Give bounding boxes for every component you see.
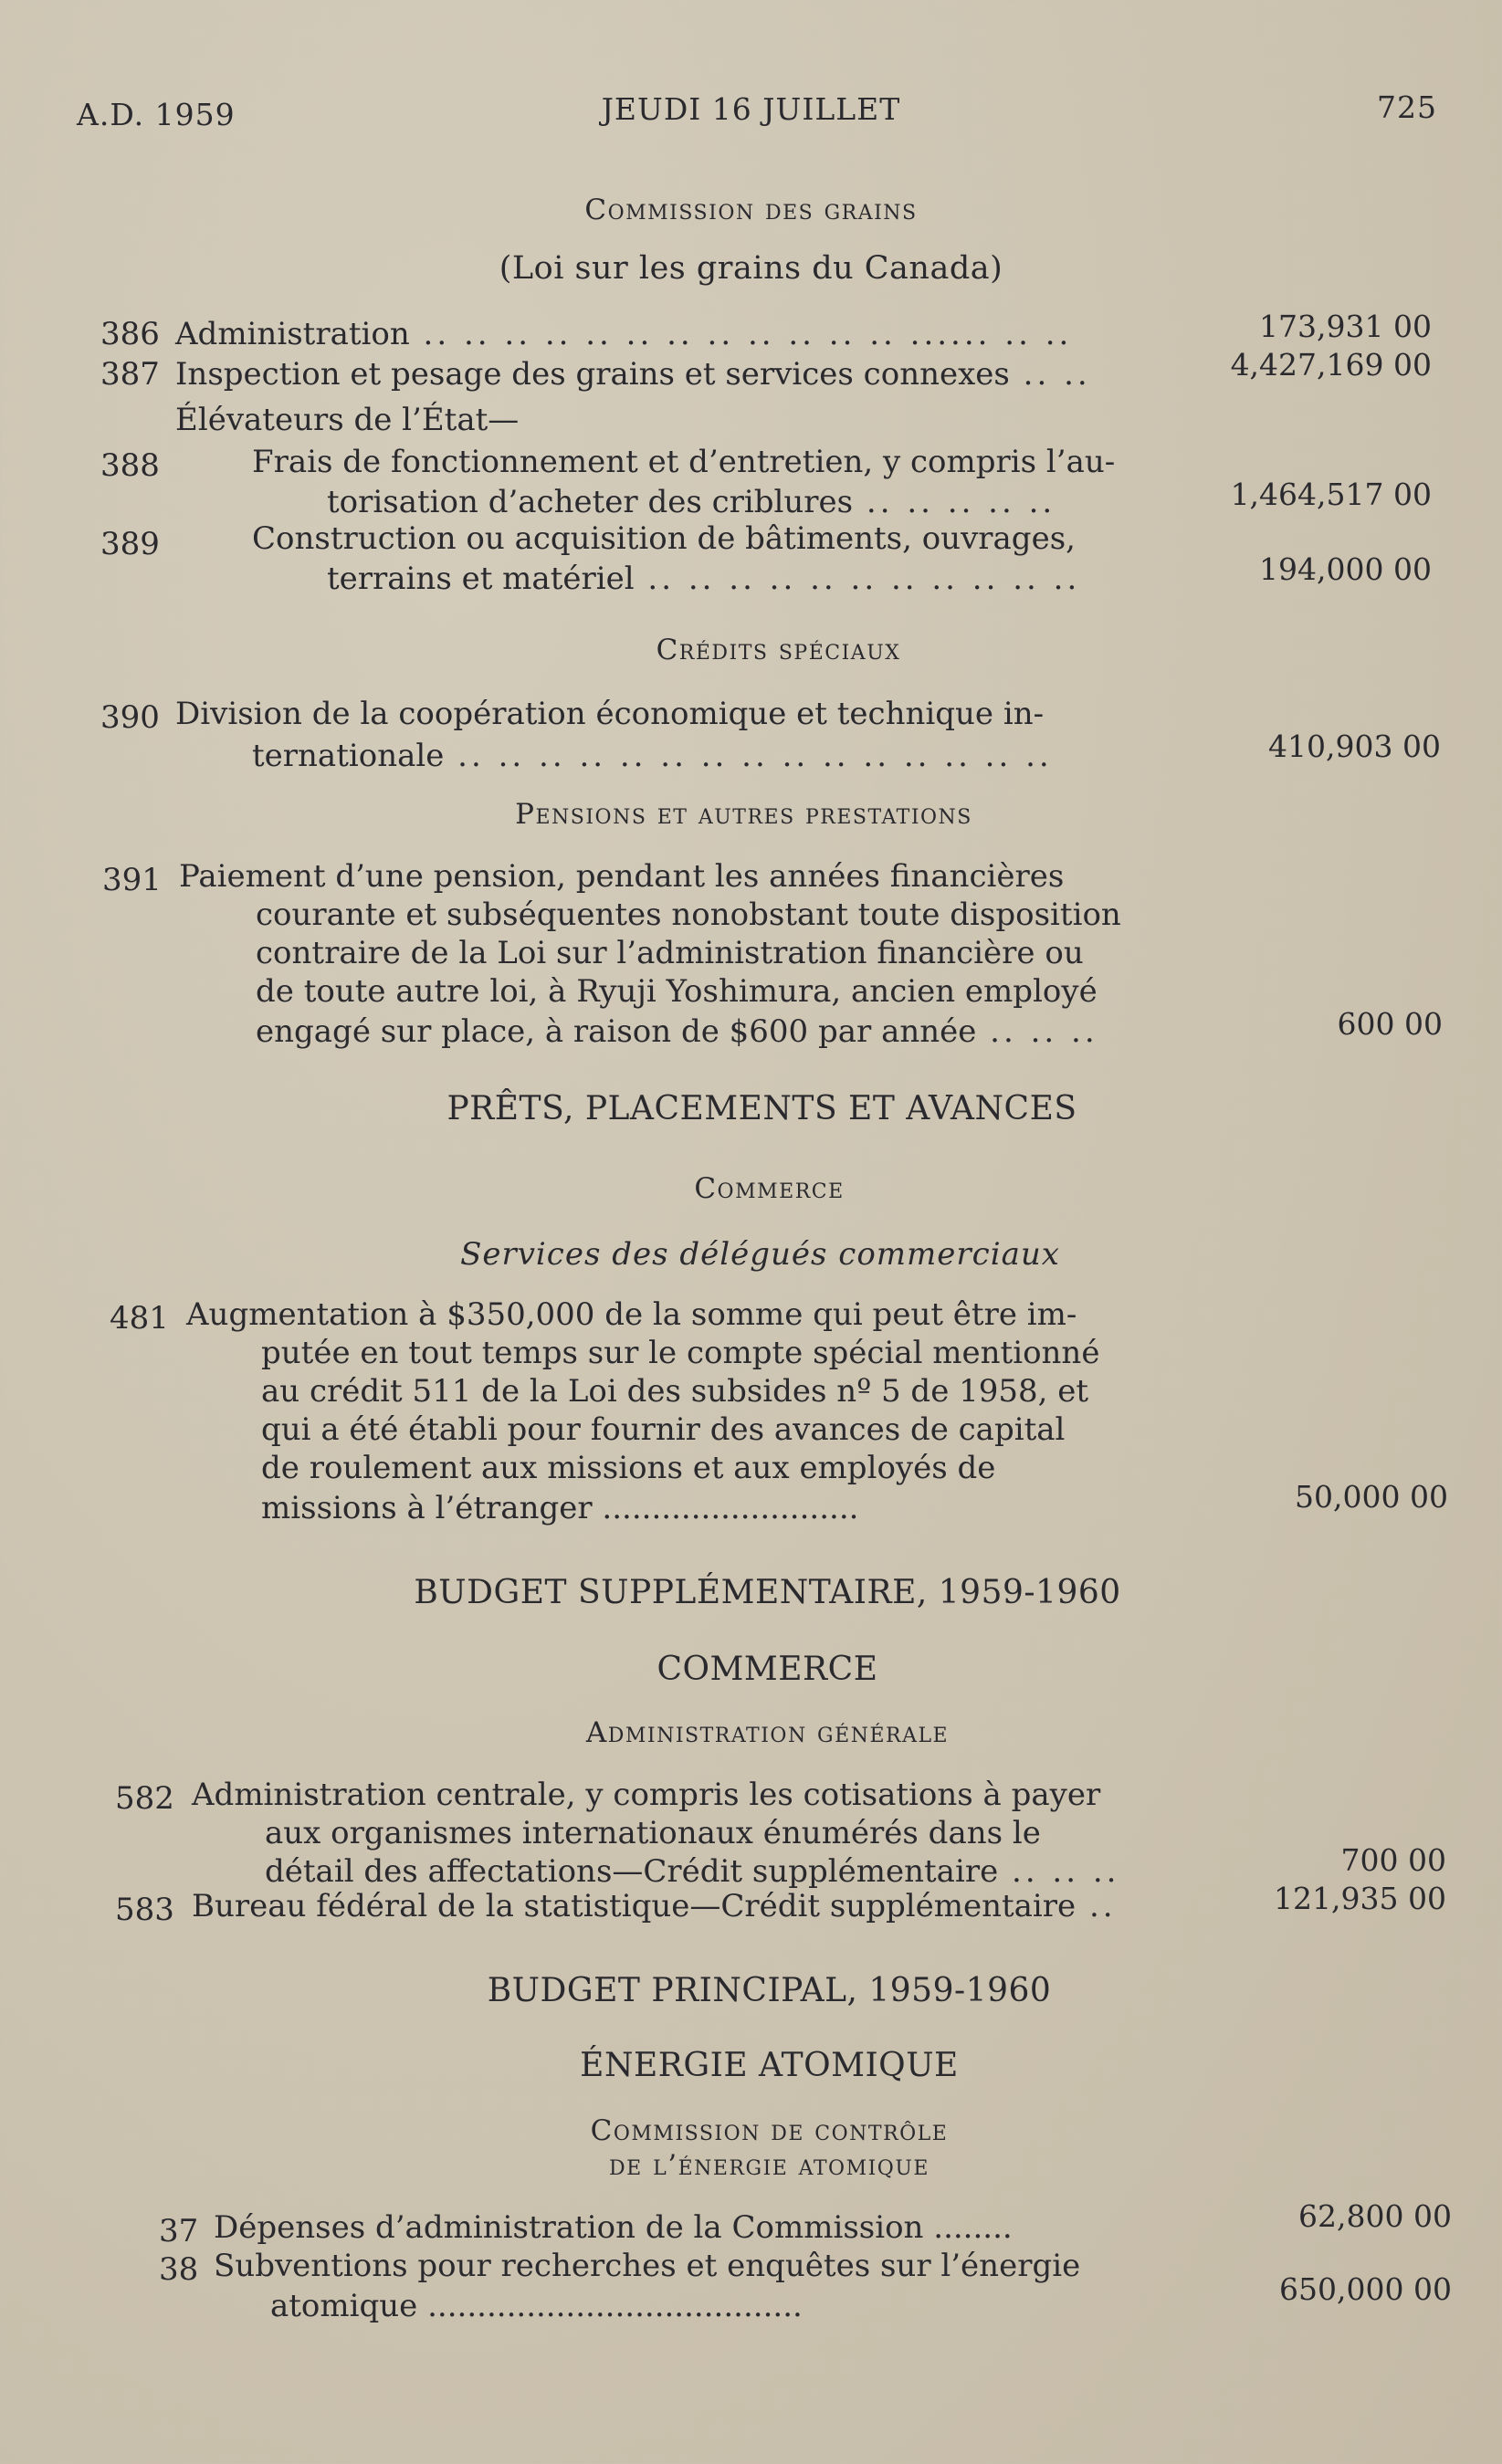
item-text: Division de la coopération économique et technique in- bbox=[175, 696, 1045, 732]
dot-leader: .. bbox=[1076, 1888, 1117, 1924]
item-number: 387 bbox=[100, 356, 160, 393]
item-text-cont: courante et subséquentes nonobstant toute disposition bbox=[256, 896, 1121, 933]
dot-leader: ........ bbox=[923, 2209, 1013, 2246]
item-number: 38 bbox=[159, 2251, 199, 2288]
item-text-cont: missions à l’étranger bbox=[261, 1490, 593, 1526]
dot-leader: .. .. bbox=[1009, 356, 1091, 393]
item-text-cont: terrains et matériel bbox=[327, 561, 635, 597]
item-number: 481 bbox=[110, 1300, 169, 1337]
section-subtitle-energie-atomique: ÉNERGIE ATOMIQUE bbox=[580, 2047, 959, 2084]
item-text-cont: de roulement aux missions et aux employés de bbox=[261, 1450, 996, 1486]
item-amount: 50,000 00 bbox=[1295, 1479, 1448, 1515]
item-text-cont: aux organismes internationaux énumérés dans le bbox=[265, 1815, 1041, 1851]
dot-leader: .. .. .. .. .. bbox=[853, 484, 1056, 520]
section-title-prets: PRÊTS, PLACEMENTS ET AVANCES bbox=[446, 1090, 1077, 1127]
item-text: Administration bbox=[175, 316, 410, 352]
item-text-cont: engagé sur place, à raison de $600 par année bbox=[256, 1013, 977, 1050]
section-title-credits-speciaux: Crédits spéciaux bbox=[656, 634, 901, 666]
section-italic-delegues: Services des délégués commerciaux bbox=[460, 1236, 1060, 1273]
item-text: Construction ou acquisition de bâtiments, ouvrages, bbox=[252, 520, 1076, 557]
item-text: Frais de fonctionnement et d’entretien, y compris l’au- bbox=[252, 444, 1116, 480]
item-amount: 700 00 bbox=[1340, 1842, 1446, 1878]
item-number: 391 bbox=[102, 862, 162, 898]
item-text: Administration centrale, y compris les cotisations à payer bbox=[192, 1777, 1101, 1813]
section-title-pensions: Pensions et autres prestations bbox=[515, 798, 972, 831]
item-amount: 173,931 00 bbox=[1259, 309, 1432, 344]
item-amount: 1,464,517 00 bbox=[1230, 477, 1432, 512]
section-subtitle-commerce: Commerce bbox=[694, 1172, 845, 1205]
item-number: 386 bbox=[100, 316, 160, 352]
item-text: Paiement d’une pension, pendant les années financières bbox=[179, 858, 1065, 895]
elevators-heading: Élévateurs de l’État— bbox=[175, 402, 520, 438]
item-text-cont: atomique bbox=[270, 2288, 418, 2324]
item-text-cont: détail des affectations—Crédit supplémentaire bbox=[265, 1853, 999, 1890]
section-subtitle-commission-controle: Commission de contrôle bbox=[590, 2114, 949, 2147]
item-amount: 650,000 00 bbox=[1279, 2271, 1452, 2307]
item-number: 390 bbox=[100, 699, 160, 736]
item-amount: 62,800 00 bbox=[1298, 2198, 1452, 2234]
item-number: 388 bbox=[100, 447, 160, 484]
item-text: Bureau fédéral de la statistique—Crédit supplémentaire bbox=[192, 1888, 1077, 1924]
item-text-cont: torisation d’acheter des criblures bbox=[327, 484, 854, 520]
item-amount: 121,935 00 bbox=[1274, 1881, 1446, 1916]
dot-leader: .. .. .. .. .. .. .. .. .. .. .. bbox=[634, 561, 1081, 597]
item-text-cont: au crédit 511 de la Loi des subsides nº 5 de 1958, et bbox=[261, 1373, 1089, 1410]
item-number: 582 bbox=[115, 1780, 174, 1817]
dot-leader: .. .. .. .. .. .. .. .. .. .. .. .. .. .. .. bbox=[444, 738, 1053, 774]
section-title-budget-principal: BUDGET PRINCIPAL, 1959-1960 bbox=[487, 1972, 1052, 2009]
item-number: 583 bbox=[115, 1892, 174, 1928]
item-amount: 600 00 bbox=[1337, 1006, 1443, 1042]
item-text: Augmentation à $350,000 de la somme qui peut être im- bbox=[186, 1296, 1077, 1333]
item-number: 37 bbox=[159, 2213, 199, 2249]
item-text-cont: qui a été établi pour fournir des avances de capital bbox=[261, 1411, 1066, 1448]
item-text: Subventions pour recherches et enquêtes sur l’énergie bbox=[214, 2248, 1081, 2284]
section-title-commission-grains: Commission des grains bbox=[584, 194, 918, 226]
header-date: JEUDI 16 JUILLET bbox=[601, 91, 901, 127]
dot-leader: .. .. .. .. .. .. .. .. .. .. .. .. ...... .. .. bbox=[409, 316, 1073, 352]
section-title-budget-supplementaire: BUDGET SUPPLÉMENTAIRE, 1959-1960 bbox=[414, 1574, 1121, 1611]
item-text: Inspection et pesage des grains et services connexes bbox=[175, 356, 1010, 393]
dot-leader: .......................... bbox=[592, 1490, 859, 1526]
item-amount: 410,903 00 bbox=[1268, 729, 1441, 764]
item-text-cont: ternationale bbox=[252, 738, 445, 774]
section-subtitle-commerce-caps: COMMERCE bbox=[656, 1651, 878, 1688]
section-subtitle-admin-generale: Administration générale bbox=[585, 1716, 950, 1749]
item-number: 389 bbox=[100, 526, 160, 562]
item-text-cont: de toute autre loi, à Ryuji Yoshimura, ancien employé bbox=[256, 973, 1098, 1010]
section-subtitle-loi-grains: (Loi sur les grains du Canada) bbox=[499, 250, 1003, 287]
item-text-cont: putée en tout temps sur le compte spécial mentionné bbox=[261, 1335, 1100, 1371]
dot-leader: .. .. .. bbox=[976, 1013, 1098, 1050]
section-subtitle-energie-atomique-sc: de l’énergie atomique bbox=[609, 2149, 930, 2182]
item-text-cont: contraire de la Loi sur l’administration financière ou bbox=[256, 935, 1084, 971]
item-amount: 194,000 00 bbox=[1259, 551, 1432, 587]
page-number: 725 bbox=[1377, 89, 1437, 125]
dot-leader: ...................................... bbox=[417, 2288, 803, 2324]
header-year: A.D. 1959 bbox=[77, 97, 236, 132]
item-text: Dépenses d’administration de la Commission bbox=[214, 2209, 924, 2246]
dot-leader: .. .. .. bbox=[998, 1853, 1120, 1890]
item-amount: 4,427,169 00 bbox=[1230, 347, 1432, 383]
